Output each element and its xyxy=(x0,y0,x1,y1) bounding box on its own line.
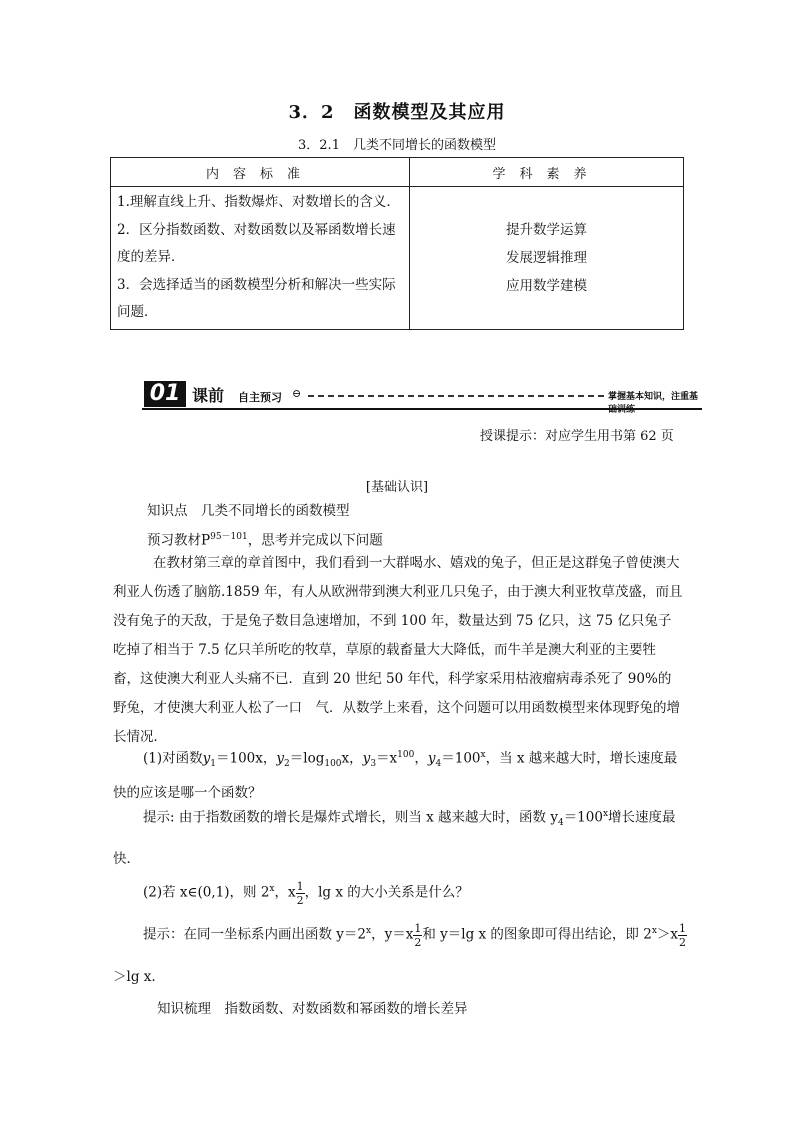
section-heading: [基础认识] xyxy=(365,480,429,495)
fraction: $\frac{1}{2}$ xyxy=(414,921,422,949)
knowledge-point-1: 知识点 几类不同增长的函数模型 xyxy=(147,503,350,519)
content-standards xyxy=(111,187,410,330)
dashed-divider xyxy=(308,395,604,397)
table-head-literacy: 学科素养 xyxy=(410,158,684,187)
knowledge-point-2: 知识梳理 指数函数、对数函数和幂函数的增长差异 xyxy=(157,1001,468,1017)
arrow-circle-icon: ⊖ xyxy=(292,387,302,400)
literacy-item: 发展逻辑推理 xyxy=(506,249,587,266)
standard-item: 2．区分指数函数、对数函数以及幂函数增长速度的差异． xyxy=(117,221,396,265)
fraction: $\frac{1}{2}$ xyxy=(296,879,304,907)
intro-paragraph: 在教材第三章的章首图中，我们看到一大群喝水、嬉戏的兔子，但正是这群兔子曾使澳大利亚人伤透了脑筋.1859 年，有人从欧洲带到澳大利亚几只兔子，由于澳大利亚牧草茂盛，而且没有兔子的天敌，于是兔子数目急速增加，不到 100 年，数量达到 75 亿只，这 75 亿只兔子吃掉了相当于 7.5 亿只羊所吃的牧草，草原的载畜量大大降低，而牛羊是澳大利亚的主要牲畜，这使澳大利亚人头痛不已．直到 20 世纪 50 年代，科学家采用枯液瘤病毒杀死了 90%的野兔，才使澳大利亚人松了一口 气．从数学上来看，这个问题可以用函数模型来体现野兔的增长情况． xyxy=(113,555,683,745)
banner-rule xyxy=(142,408,702,410)
page-subtitle: 3．2.1 几类不同增长的函数模型 xyxy=(298,138,496,153)
literacy-item: 应用数学建模 xyxy=(506,277,587,294)
literacy-item: 提升数学运算 xyxy=(506,221,587,238)
banner-tip: 掌握基本知识，注重基础训练 xyxy=(608,392,699,415)
lesson-hint: 授课提示：对应学生用书第 62 页 xyxy=(480,429,674,444)
page-title: 3．2 函数模型及其应用 xyxy=(288,102,506,123)
hint-1: 提示: 由于指数函数的增长是爆炸式增长，则当 x 越来越大时，函数 $y_4=100^x$增长速度最快． xyxy=(113,809,676,868)
table-head-content: 内容标准 xyxy=(111,158,410,187)
literacy-cell xyxy=(410,187,684,330)
fraction: $\frac{1}{2}$ xyxy=(679,921,687,949)
question-1: (1)对函数$y_1=100x$，$y_2=\log_{100}x$，$y_3=x^{100}$，$y_4=100^x$，当 x 越来越大时，增长速度最快的应该是哪一个函数？ xyxy=(113,750,678,802)
standards-table xyxy=(110,157,684,330)
section-banner xyxy=(142,381,702,415)
banner-number: 01 xyxy=(144,381,186,407)
banner-label: 课前 xyxy=(192,386,225,405)
hint-2-tail: ＞lg x. xyxy=(113,969,156,985)
banner-sub: 自主预习 xyxy=(238,391,282,404)
standard-item: 1.理解直线上升、指数爆炸、对数增长的含义． xyxy=(117,194,400,210)
question-2: (2)若 x∈(0,1)，则 2$^x$，x $\frac{1}{2}$ ，lg x 的大小关系是什么？ xyxy=(143,879,469,907)
standard-item: 3．会选择适当的函数模型分析和解决一些实际问题． xyxy=(117,276,396,320)
preview-line: 预习教材$P^{95-101}$，思考并完成以下问题 xyxy=(147,532,383,549)
hint-2: 提示：在同一坐标系内画出函数 $y=2^x$，y＝x $\frac{1}{2}$ 和 y＝lg x 的图象即可得出结论，即 $2^x>x$ $\frac{1}{2}$ xyxy=(143,921,687,949)
